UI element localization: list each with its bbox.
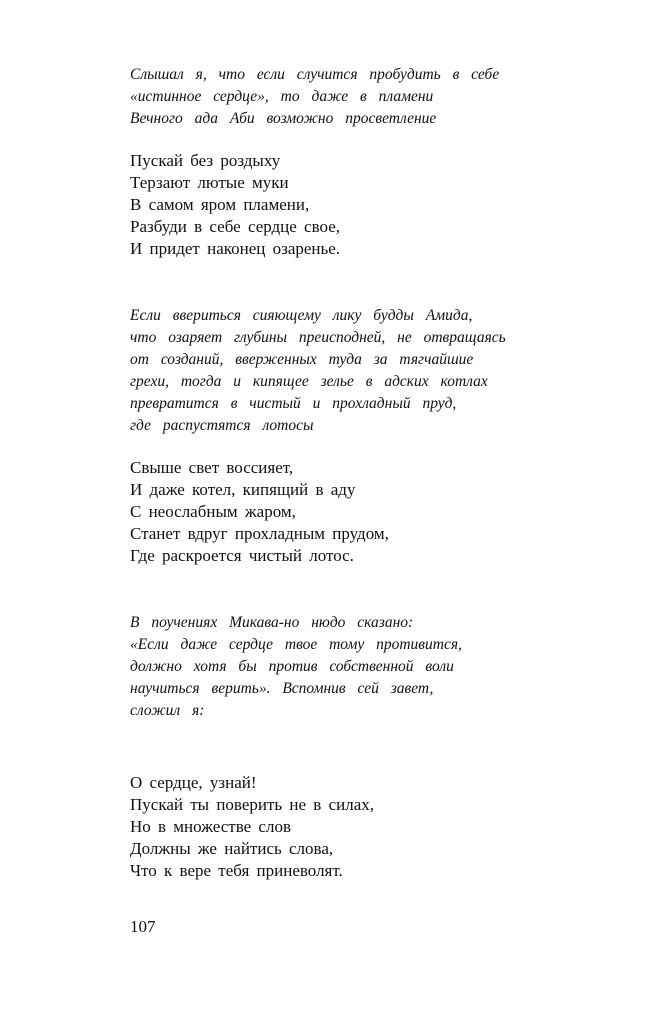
- prose-line: грехи, тогда и кипящее зелье в адских котлах: [130, 373, 488, 390]
- poem-3: [130, 772, 570, 882]
- prose-line: Если ввериться сияющему лику будды Амида,: [130, 307, 473, 324]
- poem-line: С неослабным жаром,: [130, 502, 296, 521]
- prose-line: превратится в чистый и прохладный пруд,: [130, 395, 457, 412]
- poem-line: Должны же найтись слова,: [130, 839, 334, 858]
- prose-line: научиться верить». Вспомнив сей завет,: [130, 680, 434, 697]
- poem-line: Что к вере тебя приневолят.: [130, 861, 343, 880]
- prose-passage-1: [130, 64, 570, 130]
- poem-line: Где раскроется чистый лотос.: [130, 546, 354, 565]
- prose-line: что озаряет глубины преисподней, не отвращаясь: [130, 329, 506, 346]
- poem-line: Станет вдруг прохладным прудом,: [130, 524, 389, 543]
- poem-line: Свыше свет воссияет,: [130, 458, 294, 477]
- poem-line: Пускай без роздыху: [130, 151, 281, 170]
- prose-line: сложил я:: [130, 702, 205, 719]
- poem-line: В самом яром пламени,: [130, 195, 310, 214]
- prose-line: должно хотя бы против собственной воли: [130, 658, 454, 675]
- poem-line: Но в множестве слов: [130, 817, 291, 836]
- prose-line: «Если даже сердце твое тому противится,: [130, 636, 462, 653]
- prose-line: Слышал я, что если случится пробудить в себе: [130, 66, 500, 83]
- poem-2: [130, 457, 570, 567]
- prose-line: В поучениях Микава-но нюдо сказано:: [130, 614, 414, 631]
- poem-line: И придет наконец озаренье.: [130, 239, 341, 258]
- prose-passage-3: [130, 612, 570, 722]
- prose-line: где распустятся лотосы: [130, 417, 314, 434]
- poem-1: [130, 150, 570, 260]
- prose-line: «истинное сердце», то даже в пламени: [130, 88, 434, 105]
- poem-line: Пускай ты поверить не в силах,: [130, 795, 375, 814]
- prose-line: Вечного ада Аби возможно просветление: [130, 110, 437, 127]
- poem-line: О сердце, узнай!: [130, 773, 257, 792]
- page-body: [130, 64, 570, 882]
- poem-line: Терзают лютые муки: [130, 173, 289, 192]
- page-number: 107: [130, 917, 156, 936]
- prose-line: от созданий, вверженных туда за тягчайшие: [130, 351, 474, 368]
- prose-passage-2: [130, 305, 570, 437]
- poem-line: Разбуди в себе сердце свое,: [130, 217, 341, 236]
- poem-line: И даже котел, кипящий в аду: [130, 480, 356, 499]
